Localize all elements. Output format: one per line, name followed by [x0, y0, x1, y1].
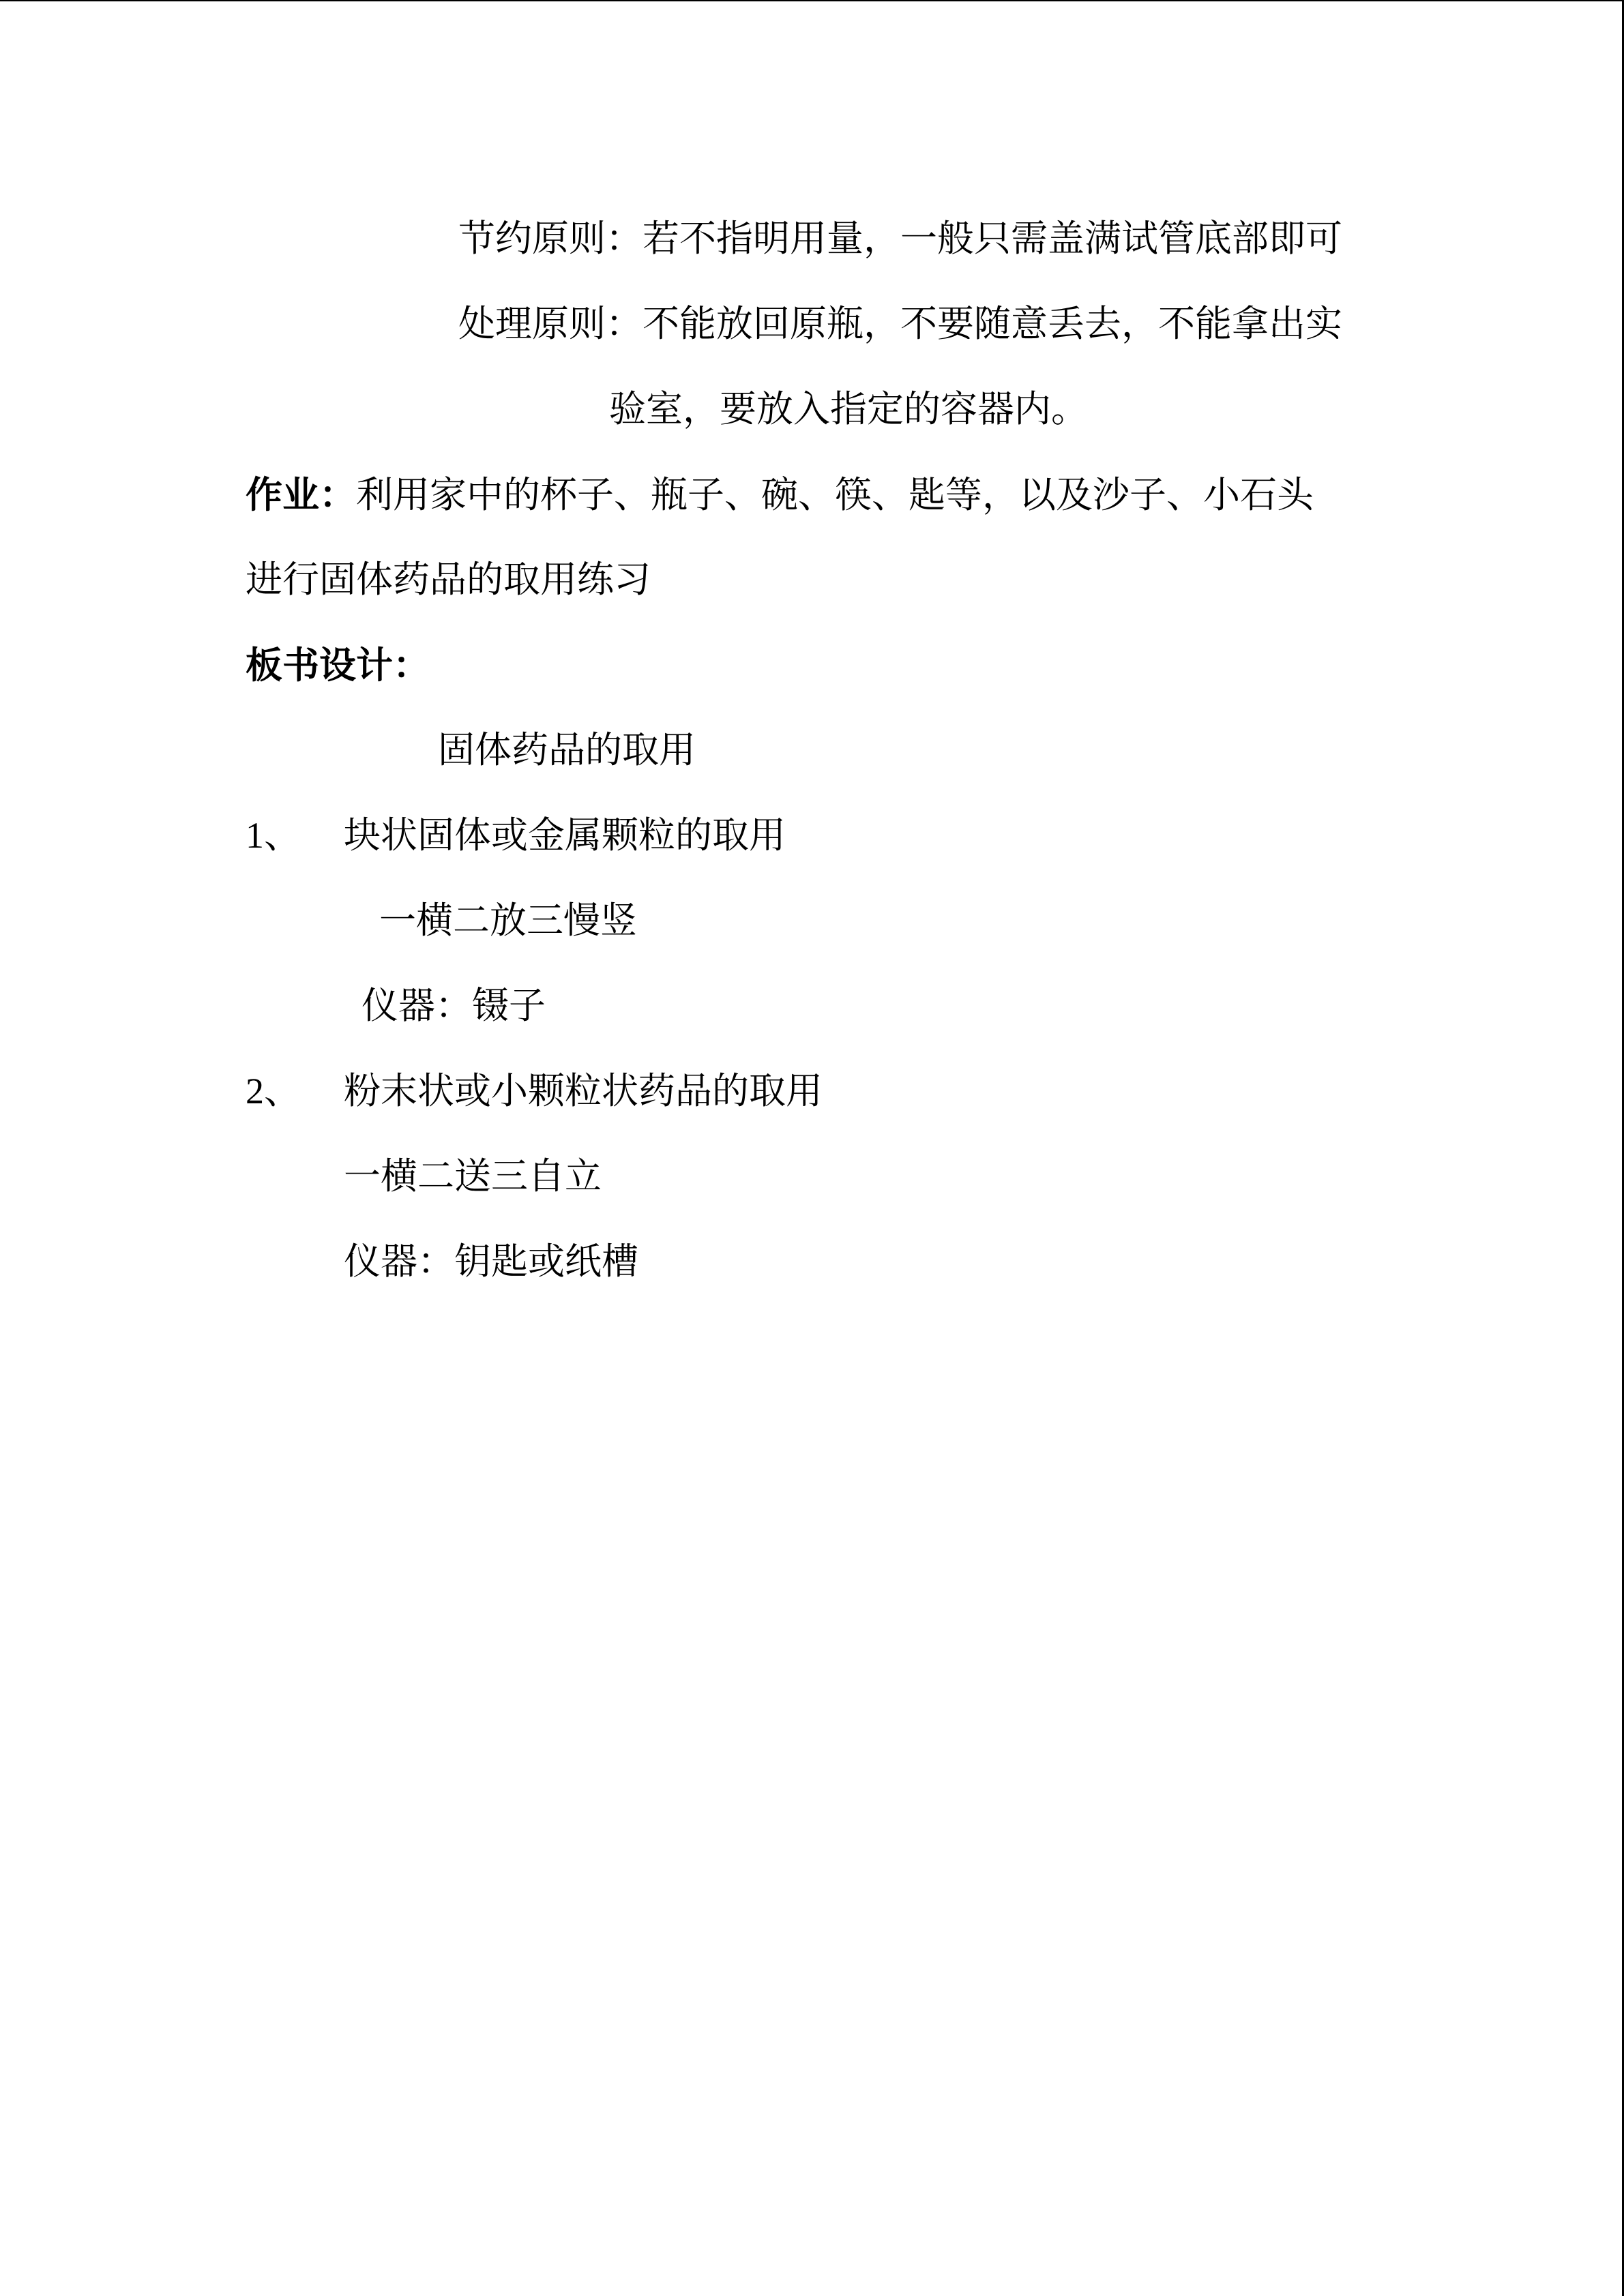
saving-principle: 节约原则：若不指明用量，一般只需盖满试管底部即可 — [458, 217, 1342, 260]
homework-paragraph — [246, 473, 1314, 517]
item-1-instrument: 仪器：镊子 — [361, 984, 546, 1027]
handling-principle-line2: 验室，要放入指定的容器内。 — [609, 387, 1088, 430]
homework-label: 作业 — [246, 473, 319, 516]
homework-text-line1: 利用家中的杯子、瓶子、碗、筷、匙等，以及沙子、小石头 — [356, 473, 1314, 516]
item-1-number: 1、 — [246, 815, 301, 856]
item-1-method: 一横二放三慢竖 — [379, 899, 637, 942]
page-top-border — [0, 0, 1624, 1]
item-2-method: 一横二送三自立 — [344, 1154, 602, 1197]
homework-text-line2: 进行固体药品的取用练习 — [246, 558, 651, 601]
item-2-title: 粉末状或小颗粒状药品的取用 — [344, 1069, 823, 1112]
item-1-title: 块状固体或金属颗粒的取用 — [344, 814, 786, 856]
handling-principle-line1: 处理原则：不能放回原瓶，不要随意丢去，不能拿出实 — [458, 302, 1342, 345]
item-2-instrument: 仪器：钥匙或纸槽 — [344, 1240, 638, 1283]
board-design-heading: 板书设计： — [246, 643, 430, 687]
homework-colon: ： — [319, 473, 356, 516]
board-title: 固体药品的取用 — [438, 728, 696, 771]
item-2-number: 2、 — [246, 1071, 301, 1112]
